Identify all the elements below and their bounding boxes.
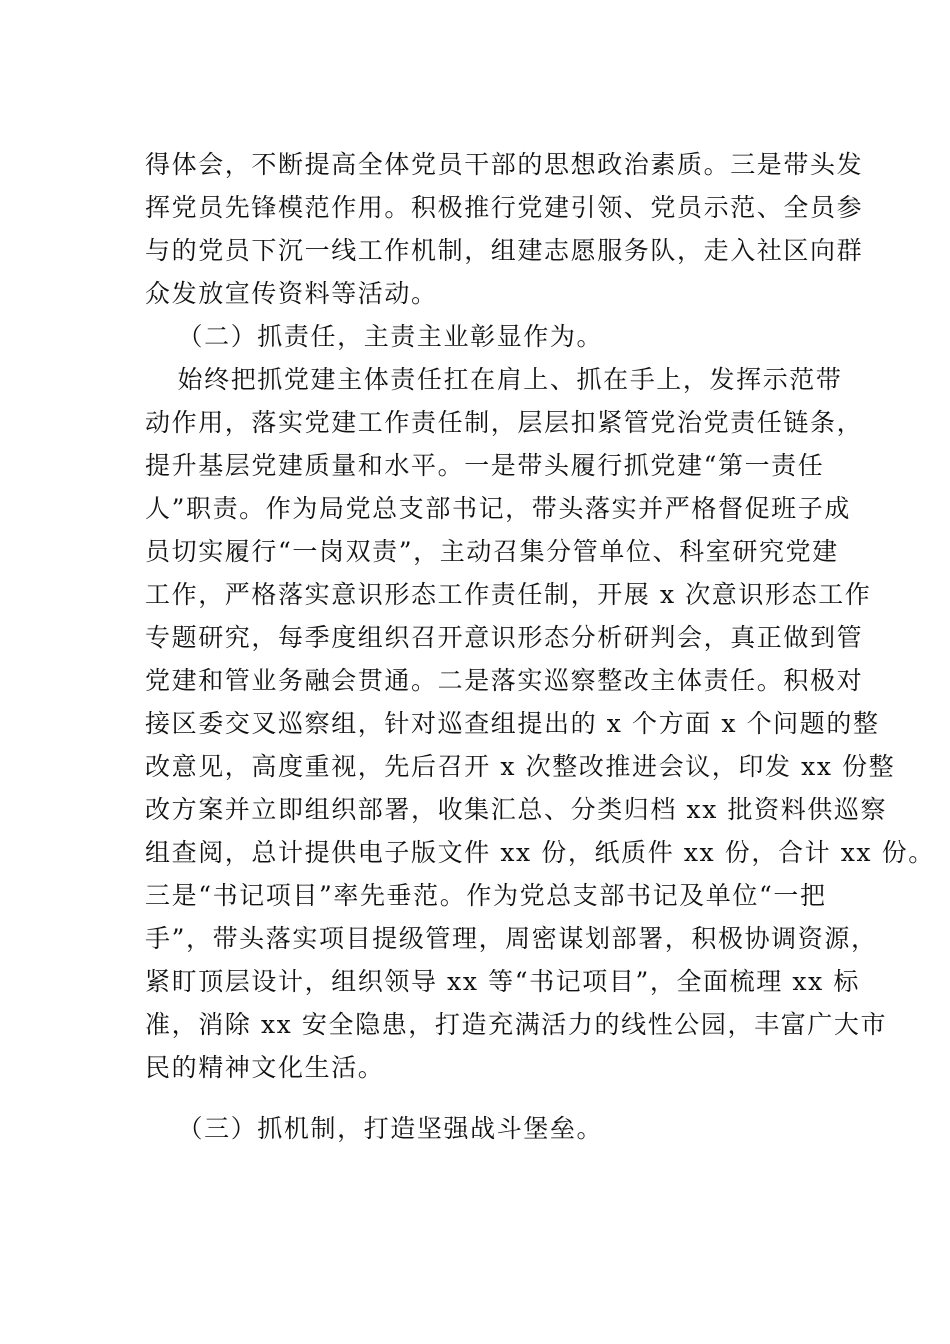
paragraph-2-line: 人”职责。作为局党总支部书记，带头落实并严格督促班子成: [145, 494, 851, 523]
paragraph-2-line: 三是“书记项目”率先垂范。作为党总支部书记及单位“一把: [145, 881, 827, 910]
section-heading-3: （三）抓机制，打造坚强战斗堡垒。: [177, 1114, 604, 1143]
paragraph-1-line: 挥党员先锋模范作用。积极推行党建引领、党员示范、全员参: [145, 193, 864, 222]
paragraph-2-line: 紧盯顶层设计，组织领导 xx 等“书记项目”，全面梳理 xx 标: [145, 967, 860, 996]
paragraph-2-line: 提升基层党建质量和水平。一是带头履行抓党建“第一责任: [145, 451, 825, 480]
paragraph-2-line: 专题研究，每季度组织召开意识形态分析研判会，真正做到管: [145, 623, 864, 652]
paragraph-1-line: 得体会，不断提高全体党员干部的思想政治素质。三是带头发: [145, 150, 864, 179]
paragraph-2-line: 工作，严格落实意识形态工作责任制，开展 x 次意识形态工作: [145, 580, 872, 609]
paragraph-2-line: 接区委交叉巡察组，针对巡查组提出的 x 个方面 x 个问题的整: [145, 709, 880, 738]
paragraph-2-line: 员切实履行“一岗双责”，主动召集分管单位、科室研究党建: [145, 537, 839, 566]
paragraph-2-line: 动作用，落实党建工作责任制，层层扣紧管党治党责任链条，: [145, 408, 864, 437]
section-heading-2: （二）抓责任，主责主业彰显作为。: [177, 322, 604, 351]
paragraph-2-line: 组查阅，总计提供电子版文件 xx 份，纸质件 xx 份，合计 xx 份。: [145, 838, 935, 867]
paragraph-1: [145, 143, 864, 315]
paragraph-2-line: 民的精神文化生活。: [145, 1053, 385, 1082]
paragraph-2-line: 始终把抓党建主体责任扛在肩上、抓在手上，发挥示范带: [177, 365, 843, 394]
paragraph-2-line: 党建和管业务融会贯通。二是落实巡察整改主体责任。积极对: [145, 666, 864, 695]
paragraph-2-line: 改方案并立即组织部署，收集汇总、分类归档 xx 批资料供巡察: [145, 795, 888, 824]
paragraph-1-line: 与的党员下沉一线工作机制，组建志愿服务队，走入社区向群: [145, 236, 864, 265]
paragraph-2: [145, 358, 935, 1089]
paragraph-2-line: 准，消除 xx 安全隐患，打造充满活力的线性公园，丰富广大市: [145, 1010, 888, 1039]
paragraph-2-line: 手”，带头落实项目提级管理，周密谋划部署，积极协调资源，: [145, 924, 878, 953]
paragraph-1-line: 众发放宣传资料等活动。: [145, 279, 438, 308]
document-body: [145, 143, 935, 1150]
paragraph-2-line: 改意见，高度重视，先后召开 x 次整改推进会议，印发 xx 份整: [145, 752, 896, 781]
